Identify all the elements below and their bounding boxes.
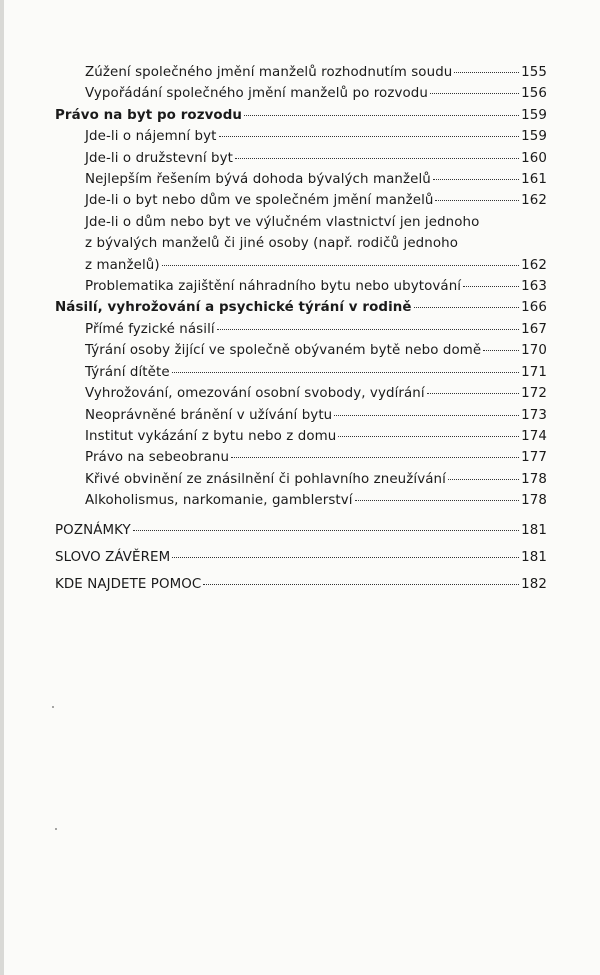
toc-section-heading <box>55 105 547 126</box>
toc-entry <box>55 469 547 490</box>
toc-page-number: 162 <box>521 257 547 273</box>
toc-entry-title: Týrání dítěte <box>85 364 170 380</box>
toc-page-number: 178 <box>521 493 547 509</box>
toc-entry-title: Nejlepším řešením bývá dohoda bývalých manželů <box>85 172 431 188</box>
toc-entry-title-line: z bývalých manželů či jiné osoby (např. rodičů jednoho <box>85 236 459 252</box>
toc-section-title: Právo na byt po rozvodu <box>55 107 243 123</box>
toc-entry-title-line: z manželů) <box>85 257 160 273</box>
dot-leader <box>203 584 519 585</box>
dot-leader <box>448 479 519 480</box>
toc-entry-title: Křivé obvinění ze znásilnění či pohlavního zneužívání <box>85 471 446 487</box>
toc-page-number: 163 <box>521 279 547 295</box>
toc-entry-title: Vyhrožování, omezování osobní svobody, vydírání <box>85 386 425 402</box>
toc-entry <box>55 405 547 426</box>
toc-entry-title-line: Jde-li o dům nebo byt ve výlučném vlastnictví jen jednoho <box>85 214 480 230</box>
scan-speck <box>55 828 57 830</box>
toc-entry <box>55 169 547 190</box>
dot-leader <box>162 265 519 266</box>
toc-section-heading <box>55 297 547 318</box>
toc-chapter-title: KDE NAJDETE POMOC <box>55 577 202 593</box>
toc-chapter-title: POZNÁMKY <box>55 522 131 538</box>
toc-chapter-entry <box>55 574 547 595</box>
dot-leader <box>433 179 519 180</box>
toc-page-number: 156 <box>521 86 547 102</box>
toc-chapter-title: SLOVO ZÁVĚREM <box>55 549 171 565</box>
toc-page-number: 172 <box>521 386 547 402</box>
toc-page-number: 170 <box>521 343 547 359</box>
toc-page-number: 159 <box>521 107 547 123</box>
toc-entry <box>55 426 547 447</box>
toc-entry <box>55 490 547 511</box>
dot-leader <box>338 436 519 437</box>
dot-leader <box>217 329 519 330</box>
toc-page-number: 160 <box>521 150 547 166</box>
toc-entry <box>55 276 547 297</box>
toc-entry-title: Právo na sebeobranu <box>85 450 230 466</box>
dot-leader <box>244 115 519 116</box>
toc-page-number: 173 <box>521 407 547 423</box>
scan-speck <box>52 706 54 708</box>
toc-page-number: 177 <box>521 450 547 466</box>
toc-page-number: 181 <box>521 522 547 538</box>
toc-entry <box>55 126 547 147</box>
toc-entry <box>55 447 547 468</box>
dot-leader <box>172 372 519 373</box>
toc-entry <box>55 83 547 104</box>
dot-leader <box>219 136 520 137</box>
toc-page-number: 167 <box>521 321 547 337</box>
toc-entry-title: Jde-li o byt nebo dům ve společném jmění manželů <box>85 193 434 209</box>
dot-leader <box>172 557 519 558</box>
toc-chapter-entry <box>55 547 547 568</box>
toc-page-number: 178 <box>521 471 547 487</box>
toc-entry <box>55 190 547 211</box>
toc-entry <box>55 62 547 83</box>
toc-page-number: 181 <box>521 549 547 565</box>
dot-leader <box>355 500 520 501</box>
toc-entry-title: Přímé fyzické násilí <box>85 321 215 337</box>
dot-leader <box>454 72 519 73</box>
toc-page-number: 174 <box>521 428 547 444</box>
toc-entry-title: Alkoholismus, narkomanie, gamblerství <box>85 493 353 509</box>
toc-page-number: 159 <box>521 129 547 145</box>
dot-leader <box>235 158 519 159</box>
toc-entry <box>55 319 547 340</box>
dot-leader <box>430 93 519 94</box>
dot-leader <box>231 457 519 458</box>
dot-leader <box>334 415 519 416</box>
dot-leader <box>414 307 520 308</box>
toc-entry-title: Institut vykázání z bytu nebo z domu <box>85 428 337 444</box>
dot-leader <box>427 393 519 394</box>
toc-entry <box>55 340 547 361</box>
dot-leader <box>435 200 519 201</box>
dot-leader <box>463 286 519 287</box>
dot-leader <box>133 530 519 531</box>
toc-page-number: 182 <box>521 577 547 593</box>
toc-section-title: Násilí, vyhrožování a psychické týrání v rodině <box>55 300 412 316</box>
toc-chapter-entry <box>55 520 547 541</box>
toc-entry <box>55 362 547 383</box>
toc-entry <box>55 148 547 169</box>
toc-page-number: 162 <box>521 193 547 209</box>
page-edge-shadow <box>0 0 4 975</box>
toc-entry-title: Jde-li o družstevní byt <box>85 150 234 166</box>
toc-entry-multiline <box>55 212 547 276</box>
dot-leader <box>483 350 519 351</box>
table-of-contents <box>55 62 547 596</box>
toc-entry-title: Týrání osoby žijící ve společně obývaném bytě nebo domě <box>85 343 482 359</box>
toc-entry <box>55 383 547 404</box>
toc-entry-title: Zúžení společného jmění manželů rozhodnutím soudu <box>85 65 453 80</box>
toc-page-number: 161 <box>521 172 547 188</box>
toc-entry-title: Jde-li o nájemní byt <box>85 129 217 145</box>
toc-entry-title: Neoprávněné bránění v užívání bytu <box>85 407 333 423</box>
toc-entry-title: Vypořádání společného jmění manželů po rozvodu <box>85 86 428 102</box>
toc-entry-title: Problematika zajištění náhradního bytu nebo ubytování <box>85 279 462 295</box>
toc-page-number: 166 <box>521 300 547 316</box>
toc-page-number: 171 <box>521 364 547 380</box>
toc-page-number: 155 <box>521 65 547 80</box>
